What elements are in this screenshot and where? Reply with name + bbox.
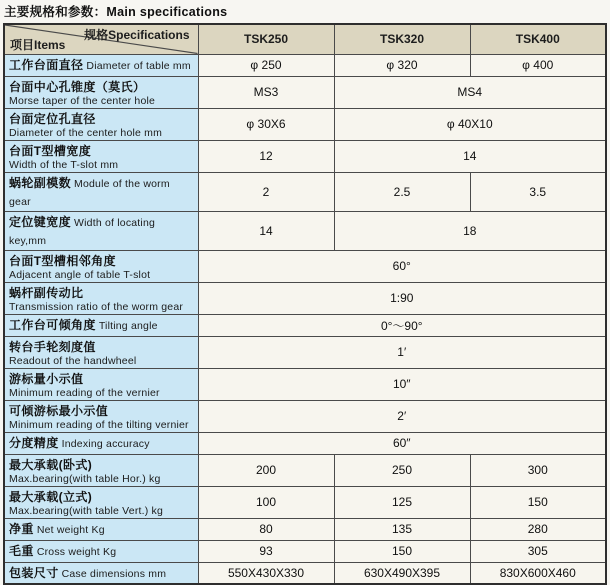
table-row bbox=[4, 250, 606, 282]
table-row bbox=[4, 336, 606, 368]
spec-value-cell: φ 30X6 bbox=[198, 108, 334, 140]
row-label: 工作台可倾角度 Tilting angle bbox=[4, 314, 198, 336]
table-row bbox=[4, 282, 606, 314]
table-row bbox=[4, 562, 606, 584]
table-row bbox=[4, 76, 606, 108]
column-header-tsk250: TSK250 bbox=[198, 24, 334, 54]
row-label: 台面T型槽宽度 Width of the T-slot mm bbox=[4, 140, 198, 172]
table-row bbox=[4, 172, 606, 211]
spec-value-cell: 200 bbox=[198, 454, 334, 486]
column-header-tsk320: TSK320 bbox=[334, 24, 470, 54]
table-row bbox=[4, 108, 606, 140]
row-label: 定位键宽度 Width of locating key,mm bbox=[4, 211, 198, 250]
row-label: 台面定位孔直径 Diameter of the center hole mm bbox=[4, 108, 198, 140]
header-specifications-label: 规格Specifications bbox=[84, 28, 190, 42]
row-label: 分度精度 Indexing accuracy bbox=[4, 432, 198, 454]
spec-value-cell: 2.5 bbox=[334, 172, 470, 211]
table-row bbox=[4, 454, 606, 486]
spec-value-cell: 250 bbox=[334, 454, 470, 486]
header-row bbox=[4, 24, 606, 54]
spec-value-cell: 3.5 bbox=[470, 172, 606, 211]
column-header-tsk400: TSK400 bbox=[470, 24, 606, 54]
spec-value-cell: 830X600X460 bbox=[470, 562, 606, 584]
spec-value-cell: 630X490X395 bbox=[334, 562, 470, 584]
spec-value-cell: 100 bbox=[198, 486, 334, 518]
table-row bbox=[4, 368, 606, 400]
spec-value-cell: 2′ bbox=[198, 400, 606, 432]
specifications-table bbox=[3, 23, 607, 585]
table-row bbox=[4, 432, 606, 454]
spec-value-cell: 150 bbox=[334, 540, 470, 562]
spec-value-cell: 60° bbox=[198, 250, 606, 282]
table-row bbox=[4, 54, 606, 76]
spec-value-cell: φ 320 bbox=[334, 54, 470, 76]
spec-value-cell: φ 40X10 bbox=[334, 108, 606, 140]
table-row bbox=[4, 518, 606, 540]
row-label: 毛重 Cross weight Kg bbox=[4, 540, 198, 562]
spec-value-cell: 10″ bbox=[198, 368, 606, 400]
spec-value-cell: 14 bbox=[198, 211, 334, 250]
spec-value-cell: 135 bbox=[334, 518, 470, 540]
spec-value-cell: 1′ bbox=[198, 336, 606, 368]
spec-value-cell: 1:90 bbox=[198, 282, 606, 314]
spec-value-cell: 550X430X330 bbox=[198, 562, 334, 584]
spec-value-cell: 14 bbox=[334, 140, 606, 172]
row-label: 可倾游标最小示值 Minimum reading of the tilting vernier bbox=[4, 400, 198, 432]
spec-value-cell: φ 250 bbox=[198, 54, 334, 76]
spec-value-cell: MS4 bbox=[334, 76, 606, 108]
spec-value-cell: 125 bbox=[334, 486, 470, 518]
row-label: 包装尺寸 Case dimensions mm bbox=[4, 562, 198, 584]
spec-value-cell: 0°～90° bbox=[198, 314, 606, 336]
row-label: 工作台面直径 Diameter of table mm bbox=[4, 54, 198, 76]
spec-value-cell: 300 bbox=[470, 454, 606, 486]
table-row bbox=[4, 211, 606, 250]
spec-value-cell: 305 bbox=[470, 540, 606, 562]
row-label: 最大承载(立式) Max.bearing(with table Vert.) kg bbox=[4, 486, 198, 518]
spec-value-cell: 93 bbox=[198, 540, 334, 562]
spec-value-cell: 150 bbox=[470, 486, 606, 518]
spec-value-cell: 2 bbox=[198, 172, 334, 211]
spec-value-cell: 280 bbox=[470, 518, 606, 540]
page-title: 主要规格和参数：Main specifications bbox=[4, 5, 228, 19]
table-row bbox=[4, 140, 606, 172]
spec-value-cell: 60″ bbox=[198, 432, 606, 454]
spec-value-cell: 12 bbox=[198, 140, 334, 172]
row-label: 台面中心孔锥度（莫氏） Morse taper of the center hole bbox=[4, 76, 198, 108]
table-row bbox=[4, 486, 606, 518]
spec-value-cell: φ 400 bbox=[470, 54, 606, 76]
table-row bbox=[4, 314, 606, 336]
row-label: 台面T型槽相邻角度 Adjacent angle of table T-slot bbox=[4, 250, 198, 282]
row-label: 蜗杆副传动比 Transmission ratio of the worm gear bbox=[4, 282, 198, 314]
row-label: 游标量小示值 Minimum reading of the vernier bbox=[4, 368, 198, 400]
spec-value-cell: 18 bbox=[334, 211, 606, 250]
spec-value-cell: 80 bbox=[198, 518, 334, 540]
header-items-label: 项目Items bbox=[10, 37, 66, 52]
table-row bbox=[4, 400, 606, 432]
row-label: 蜗轮副模数 Module of the worm gear bbox=[4, 172, 198, 211]
row-label: 转台手轮刻度值 Readout of the handwheel bbox=[4, 336, 198, 368]
spec-value-cell: MS3 bbox=[198, 76, 334, 108]
table-row bbox=[4, 540, 606, 562]
diagonal-header-cell bbox=[4, 24, 198, 54]
row-label: 净重 Net weight Kg bbox=[4, 518, 198, 540]
row-label: 最大承载(卧式) Max.bearing(with table Hor.) kg bbox=[4, 454, 198, 486]
